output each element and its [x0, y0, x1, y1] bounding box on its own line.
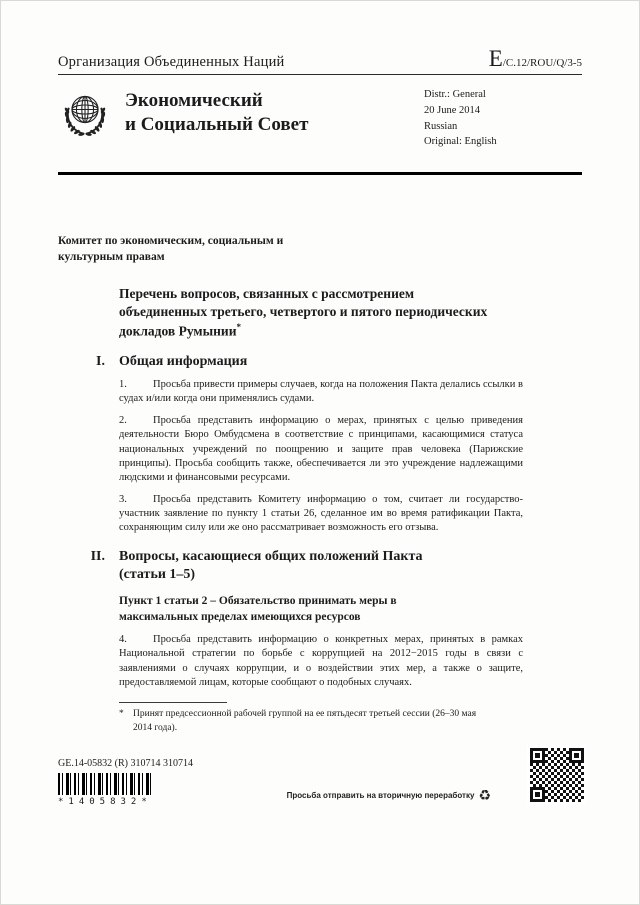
section-1-heading-text: Общая информация	[119, 353, 248, 369]
qr-finder-top-right	[569, 748, 584, 763]
paragraph-1	[119, 378, 523, 407]
section-1-heading	[96, 353, 515, 371]
qr-pattern	[530, 748, 584, 802]
paragraph-1-number: 1.	[119, 379, 127, 391]
paragraph-4-text: Просьба представить информацию о конкретных мерах, принятых в рамках Национальной стратегии по борьбе с коррупцией на 2012−2015 годы в связи с заявлениями о случаях коррупции, и о воздействии этих мер, а также о защите, предоставляемой лицам, которые сообщают о подобных случаях.	[119, 633, 523, 688]
section-1-numeral: I.	[96, 353, 105, 369]
paragraph-4-number: 4.	[119, 633, 127, 645]
footnote	[119, 708, 491, 735]
paragraph-2	[119, 414, 523, 486]
footnote-marker: *	[119, 709, 124, 720]
paragraph-2-text: Просьба представить информацию о мерах, принятых с целью приведения деятельности Бюро Омбудсмена в соответствие с принципами, касающимися статуса национальных учреждений по поощрению и защите прав человека (Парижские принципы). Просьба сообщить также, обеспечивается ли это учреждение надлежащими людскими и финансовыми ресурсами.	[119, 414, 523, 484]
qr-code	[527, 745, 587, 805]
doc-symbol	[489, 47, 582, 71]
paragraph-1-text: Просьба привести примеры случаев, когда на положения Пакта делались ссылки в судах и/или когда они применялись судами.	[119, 379, 523, 405]
recycle-notice	[287, 788, 491, 802]
council-title-line1: Экономический	[125, 90, 263, 111]
footnote-reference: *	[236, 322, 241, 333]
section-2-heading-text: Вопросы, касающиеся общих положений Пакта (статьи 1–5)	[119, 548, 423, 582]
recycle-text: Просьба отправить на вторичную переработку	[286, 790, 475, 800]
council-title-line2: и Социальный Совет	[125, 114, 309, 136]
distribution-block	[424, 87, 582, 150]
distr-line: Distr.: General	[424, 89, 486, 100]
paragraph-3	[119, 493, 523, 536]
footnote-separator	[119, 702, 227, 703]
article-subheading: Пункт 1 статьи 2 – Обязательство принимать меры в максимальных пределах имеющихся ресурсов	[119, 595, 397, 624]
section-2-numeral: II.	[90, 548, 105, 564]
barcode-text: *1405832*	[58, 797, 152, 807]
qr-finder-top-left	[530, 748, 545, 763]
divider-rule	[58, 172, 582, 175]
footnote-text: Принят предсессионной рабочей группой на ее пятьдесят третьей сессии (26–30 мая 2014 года).	[133, 709, 477, 733]
doc-symbol-rest: /C.12/ROU/Q/3-5	[502, 57, 582, 69]
header-row	[58, 84, 582, 150]
language-line: Russian	[424, 120, 458, 132]
masthead	[58, 47, 582, 75]
barcode-icon	[58, 773, 152, 795]
org-name: Организация Объединенных Наций	[58, 54, 285, 70]
document-title-text: Перечень вопросов, связанных с рассмотрением объединенных третьего, четвертого и пятого периодических докладов Румынии	[119, 285, 488, 339]
paragraph-3-text: Просьба представить Комитету информацию о том, считает ли государство-участник заявление по пункту 1 статьи 26, сделанное им во время ратификации Пакта, сохраняющим силу или же оно рассматривает возможность его отзыва.	[119, 493, 523, 534]
document-title	[119, 285, 504, 341]
committee-name: Комитет по экономическим, социальным и культурным правам	[58, 234, 284, 263]
date-line: 20 June 2014	[424, 104, 480, 116]
doc-symbol-letter: E	[488, 46, 503, 71]
ge-document-number: GE.14-05832 (R) 310714 310714	[58, 758, 193, 769]
recycle-icon: ♻	[478, 787, 491, 803]
barcode-block	[58, 773, 152, 807]
council-title	[125, 89, 308, 150]
un-emblem-icon	[58, 86, 112, 142]
section-2-heading	[90, 548, 515, 584]
paragraph-3-number: 3.	[119, 493, 127, 505]
paragraph-2-number: 2.	[119, 414, 127, 426]
paragraph-4	[119, 633, 523, 691]
qr-finder-bottom-left	[530, 787, 545, 802]
footnote-block	[119, 702, 491, 735]
original-line: Original: English	[424, 136, 497, 148]
